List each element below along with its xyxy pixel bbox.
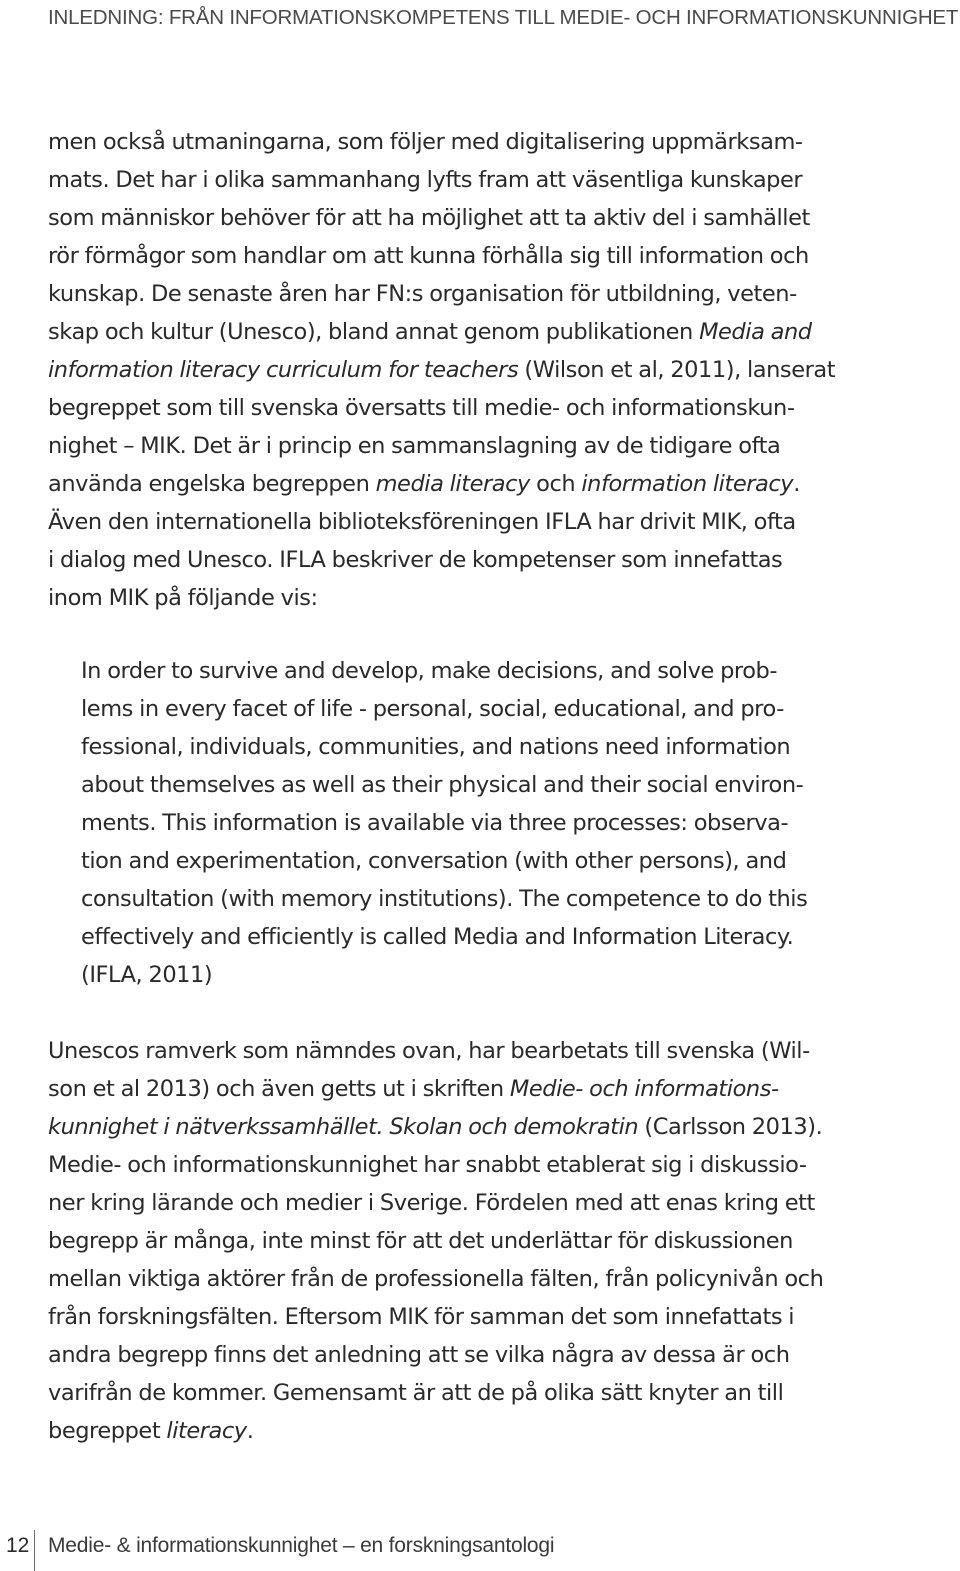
text-line [48, 465, 960, 503]
text-line [48, 313, 960, 351]
body-paragraph-2 [48, 1032, 960, 1450]
text-run: skap och kultur (Unesco), bland annat genom publikationen [48, 319, 700, 345]
quote-line: about themselves as well as their physical and their social environ- [81, 772, 804, 798]
quote-line: tion and experimentation, conversation (with other persons), and [81, 848, 787, 874]
text-line: begreppet som till svenska översatts till medie- och informationskun- [48, 395, 795, 421]
text-line: inom MIK på följande vis: [48, 585, 318, 611]
text-line: andra begrepp finns det anledning att se vilka några av dessa är och [48, 1342, 790, 1368]
text-line: i dialog med Unesco. IFLA beskriver de kompetenser som innefattas [48, 547, 783, 573]
body-paragraph-1 [48, 123, 960, 617]
text-line: mellan viktiga aktörer från de professionella fälten, från policynivån och [48, 1266, 824, 1292]
italic-term: literacy [166, 1418, 247, 1444]
text-line [48, 1108, 960, 1146]
italic-title: kunnighet i nätverkssamhället. Skolan och demokratin [48, 1114, 639, 1140]
text-line: Även den internationella biblioteksföreningen IFLA har drivit MIK, ofta [48, 509, 796, 535]
italic-term: information literacy [581, 471, 794, 497]
footer-divider [34, 1530, 35, 1571]
text-line: ner kring lärande och medier i Sverige. Fördelen med att enas kring ett [48, 1190, 815, 1216]
text-run: son et al 2013) och även getts ut i skriften [48, 1076, 510, 1102]
quote-line: In order to survive and develop, make decisions, and solve prob- [81, 658, 778, 684]
text-line: rör förmågor som handlar om att kunna förhålla sig till information och [48, 243, 809, 269]
text-line: Medie- och informationskunnighet har snabbt etablerat sig i diskussio- [48, 1152, 807, 1178]
italic-title: Medie- och informations- [509, 1076, 779, 1102]
text-run: begreppet [48, 1418, 167, 1444]
running-header: INLEDNING: FRÅN INFORMATIONSKOMPETENS TILL MEDIE- OCH INFORMATIONSKUNNIGHET [48, 6, 959, 29]
text-line: kunskap. De senaste åren har FN:s organisation för utbildning, veten- [48, 281, 797, 307]
footer-book-title: Medie- & informationskunnighet – en forskningsantologi [48, 1534, 555, 1557]
text-line: från forskningsfälten. Eftersom MIK för samman det som innefattats i [48, 1304, 795, 1330]
quote-citation: (IFLA, 2011) [81, 962, 213, 988]
page-number: 12 [6, 1534, 30, 1557]
text-line: som människor behöver för att ha möjlighet att ta aktiv del i samhället [48, 205, 810, 231]
quote-line: ments. This information is available via three processes: observa- [81, 810, 789, 836]
text-run: (Wilson et al, 2011), lanserat [518, 357, 836, 383]
text-line: Unescos ramverk som nämndes ovan, har bearbetats till svenska (Wil- [48, 1038, 810, 1064]
quote-line: fessional, individuals, communities, and nations need information [81, 734, 791, 760]
text-run: (Carlsson 2013). [638, 1114, 823, 1140]
text-line: men också utmaningarna, som följer med digitalisering uppmärksam- [48, 129, 803, 155]
text-line [48, 1070, 960, 1108]
block-quote [81, 652, 941, 994]
text-run: och [529, 471, 582, 497]
text-run: använda engelska begreppen [48, 471, 376, 497]
italic-title: information literacy curriculum for teachers [48, 357, 519, 383]
text-line [48, 351, 960, 389]
quote-line: lems in every facet of life - personal, social, educational, and pro- [81, 696, 784, 722]
quote-line: effectively and efficiently is called Media and Information Literacy. [81, 924, 794, 950]
italic-term: media literacy [375, 471, 530, 497]
quote-line: consultation (with memory institutions). The competence to do this [81, 886, 808, 912]
text-line: nighet – MIK. Det är i princip en sammanslagning av de tidigare ofta [48, 433, 781, 459]
text-line: begrepp är många, inte minst för att det underlättar för diskussionen [48, 1228, 793, 1254]
italic-title: Media and [699, 319, 812, 345]
text-run: . [793, 471, 800, 497]
text-line [48, 1412, 960, 1450]
text-run: . [246, 1418, 254, 1444]
text-line: varifrån de kommer. Gemensamt är att de på olika sätt knyter an till [48, 1380, 784, 1406]
text-line: mats. Det har i olika sammanhang lyfts fram att väsentliga kunskaper [48, 167, 803, 193]
